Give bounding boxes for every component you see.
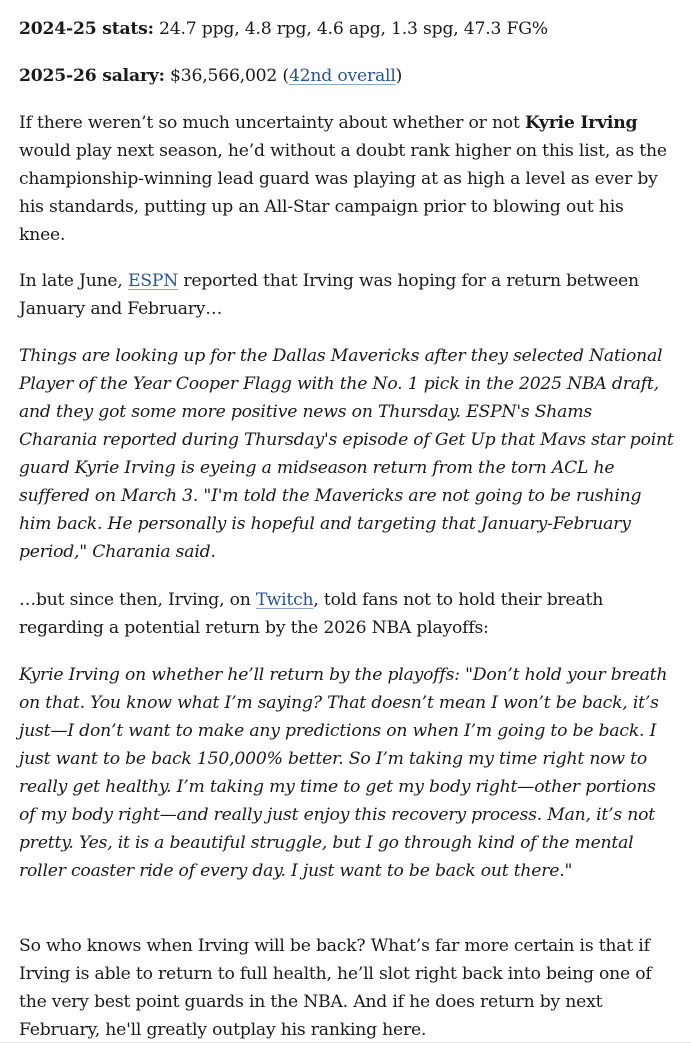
salary-label: 2025-26 salary:: [19, 66, 165, 86]
blockquote-charania: Things are looking up for the Dallas Mavericks after they selected National Player of the Year Cooper Flagg with the No. 1 pick in the 2025 NBA draft, and they got some more positive news on Thursday. ESPN's Shams Charania reported during Thursday's episode of Get Up that Mavs star point guard Kyrie Irving is eyeing a midseason return from the torn ACL he suffered on March 3. "I'm told the Mavericks are not going to be rushing him back. He personally is hopeful and targeting that January-February period," Charania said.: [19, 346, 674, 562]
twitch-link[interactable]: Twitch: [255, 590, 314, 610]
paragraph-conclusion: So who knows when Irving will be back? What’s far more certain is that if Irving is able to return to full health, he’ll slot right back into being one of the very best point guards in the NBA. And if he does return by next February, he'll greatly outplay his ranking here.: [19, 936, 652, 1040]
stats-line: [19, 15, 675, 43]
espn-text-after: reported that Irving was hoping for a return between January and February…: [19, 271, 639, 319]
paragraph-twitch: [19, 586, 675, 642]
espn-link[interactable]: ESPN: [127, 271, 179, 291]
paragraph-espn: [19, 267, 675, 323]
twitch-text-after: , told fans not to hold their breath regarding a potential return by the 2026 NBA playoffs:: [19, 590, 604, 638]
salary-close-paren: ): [395, 66, 403, 86]
salary-line: [19, 62, 675, 90]
intro-text-after: would play next season, he’d without a doubt rank higher on this list, as the championship-winning lead guard was playing at as high a level as ever by his standards, putting up an All-Star campaign prior to blowing out his knee.: [19, 141, 667, 245]
intro-text-before: If there weren’t so much uncertainty about whether or not: [19, 113, 525, 133]
blockquote-irving: Kyrie Irving on whether he’ll return by the playoffs: "Don’t hold your breath on that. You know what I’m saying? That doesn’t mean I won’t be back, it’s just—I don’t want to make any predictions on when I’m going to be back. I just want to be back 150,000% better. So I’m taking my time right now to really get healthy. I’m taking my time to get my body right—other portions of my body right—and really just enjoy this recovery process. Man, it’s not pretty. Yes, it is a beautiful struggle, but I go through kind of the mental roller coaster ride of every day. I just want to be back out there.": [19, 665, 668, 881]
twitch-text-before: …but since then, Irving, on: [19, 590, 256, 610]
stats-label: 2024-25 stats:: [19, 19, 154, 39]
stats-value: 24.7 ppg, 4.8 rpg, 4.6 apg, 1.3 spg, 47.3 FG%: [153, 19, 548, 39]
salary-value: $36,566,002 (: [164, 66, 289, 86]
salary-rank-link[interactable]: 42nd overall: [288, 66, 396, 86]
paragraph-intro: [19, 109, 675, 249]
espn-text-before: In late June,: [19, 271, 128, 291]
player-name: Kyrie Irving: [524, 113, 638, 133]
